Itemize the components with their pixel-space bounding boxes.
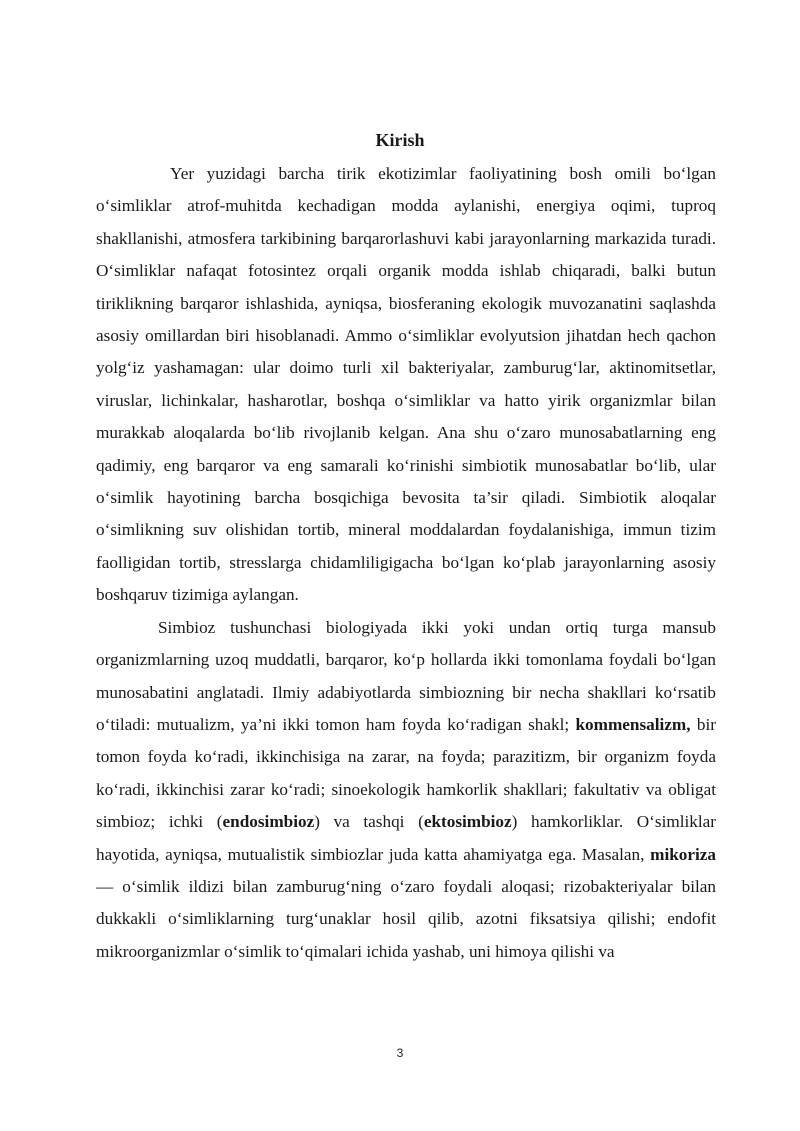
text-segment: ) hamkorliklar. O‘simliklar hayotida, ayniqsa, mutualistik simbiozlar juda katta ahamiyatga ega. Masalan, <box>96 812 716 864</box>
paragraph-symbiosis <box>96 612 716 968</box>
text-segment: — o‘simlik ildizi bilan zamburug‘ning o‘zaro foydali aloqasi; rizobakteriyalar bilan dukkakli o‘simliklarning turg‘unaklar hosil qilib, azotni fiksatsiya qilishi; endofit mikroorganizmlar o‘simlik to‘qimalari ichida yashab, uni himoya qilishi va <box>96 876 716 961</box>
page-number: 3 <box>396 1046 404 1060</box>
text-segment: bir tomon foyda ko‘radi, ikkinchisiga na zarar, na foyda; parazitizm, bir organizm foyda ko‘radi, ikkinchisi zarar ko‘radi; sinoekologik hamkorlik shakllari; fakultativ va obligat simbioz; ichki ( <box>96 714 716 832</box>
section-title: Kirish <box>375 130 425 150</box>
text-segment: ) va tashqi ( <box>314 812 424 832</box>
paragraph-intro: Yer yuzidagi barcha tirik ekotizimlar faoliyatining bosh omili bo‘lgan o‘simliklar atrof-muhitda kechadigan modda aylanishi, energiya oqimi, tuproq shakllanishi, atmosfera tarkibining barqarorlashuvi kabi jarayonlarning markazida turadi. O‘simliklar nafaqat fotosintez orqali organik modda ishlab chiqaradi, balki butun tiriklikning barqaror ishlashida, ayniqsa, biosferaning ekologik muvozanatini saqlashda asosiy omillardan biri hisoblanadi. Ammo o‘simliklar evolyutsion jihatdan hech qachon yolg‘iz yashamagan: ular doimo turli xil bakteriyalar, zamburug‘lar, aktinomitsetlar, viruslar, lichinkalar, hasharotlar, boshqa o‘simliklar va hatto yirik organizmlar bilan murakkab aloqalarda bo‘lib rivojlanib kelgan. Ana shu o‘zaro munosabatlarning eng qadimiy, eng barqaror va eng samarali ko‘rinishi simbiotik munosabatlar bo‘lib, ular o‘simlik hayotining barcha bosqichiga bevosita ta’sir qiladi. Simbiotik aloqalar o‘simlikning suv olishidan tortib, mineral moddalardan foydalanishiga, immun tizim faolligidan tortib, stresslarga chidamliligigacha bo‘lgan ko‘plab jarayonlarning asosiy boshqaruv tizimiga aylangan. <box>96 164 716 605</box>
term-kommensalizm: kommensalizm, <box>575 714 691 734</box>
term-endosimbioz: endosimbioz <box>222 812 315 832</box>
term-ektosimbioz: ektosimbioz <box>423 812 512 832</box>
body-text <box>96 158 716 968</box>
term-mikoriza: mikoriza <box>650 844 717 864</box>
text-segment: Simbioz tushunchasi biologiyada ikki yoki undan ortiq turga mansub organizmlarning uzoq muddatli, barqaror, ko‘p hollarda ikki tomonlama foydali bo‘lgan munosabatini anglatadi. Ilmiy adabiyotlarda simbiozning bir necha shakllari ko‘rsatib o‘tiladi: mutualizm, ya’ni ikki tomon ham foyda ko‘radigan shakl; <box>96 617 716 734</box>
